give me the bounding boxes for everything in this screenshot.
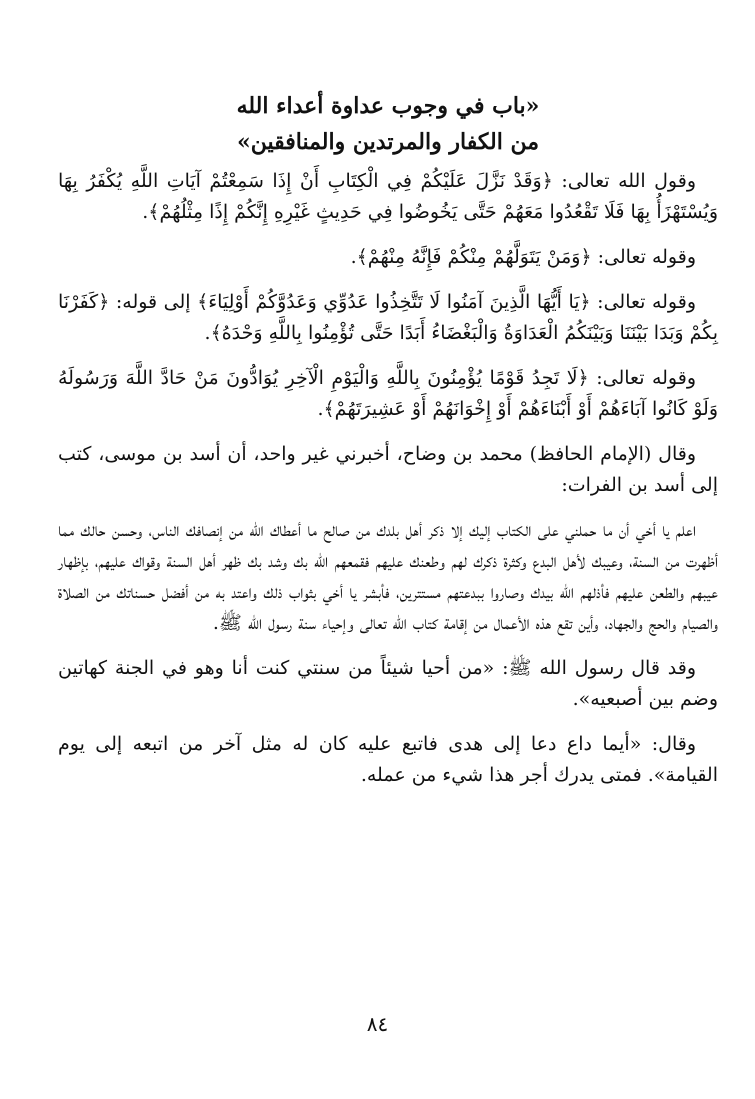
page-number: ٨٤ (366, 1012, 389, 1036)
chapter-title (58, 88, 718, 160)
paragraph-verse-1: وقول الله تعالى: ﴿وَقَدْ نَزَّلَ عَلَيْكُمْ فِي الْكِتَابِ أَنْ إِذَا سَمِعْتُمْ آيَاتِ اللَّهِ يُكْفَرُ بِهَا وَيُسْتَهْزَأُ بِهَا فَلَا تَقْعُدُوا مَعَهُمْ حَتَّى يَخُوضُوا فِي حَدِيثٍ غَيْرِهِ إِنَّكُمْ إِذًا مِثْلُهُمْ﴾. (58, 170, 718, 223)
paragraph-hadith-1: وقد قال رسول الله ﷺ: «من أحيا شيئاً من سنتي كنت أنا وهو في الجنة كهاتين وضم بين أصبعيه». (58, 657, 718, 710)
paragraph-letter: اعلم يا أخي أن ما حملني على الكتاب إليك إلا ذكر أهل بلدك من صالح ما أعطاك الله من إنصافك الناس، وحسن حالك مما أظهرت من السنة، وعيبك لأهل البدع وكثرة ذكرك لهم وطعنك عليهم فقمعهم الله بك وشد بك ظهر أهل السنة وقواك عليهم، بإظهار عيبهم والطعن عليهم فأذلهم الله بيدك وصاروا ببدعتهم مستترين، فأبشر يا أخي بثواب ذلك واعتد به من أفضل حسناتك من الصلاة والصيام والحج والجهاد، وأين تقع هذه الأعمال من إقامة كتاب الله تعالى وإحياء سنة رسول الله ﷺ. (58, 519, 718, 634)
paragraph-narration: وقال (الإمام الحافظ) محمد بن وضاح، أخبرني غير واحد، أن أسد بن موسى، كتب إلى أسد بن الفرات: (58, 443, 718, 496)
paragraph-hadith-2: وقال: «أيما داع دعا إلى هدى فاتبع عليه كان له مثل آخر من اتبعه إلى يوم القيامة». فمتى يدرك أجر هذا شيء من عمله. (58, 733, 718, 786)
paragraph-verse-3: وقوله تعالى: ﴿يَا أَيُّهَا الَّذِينَ آمَنُوا لَا تَتَّخِذُوا عَدُوِّي وَعَدُوَّكُمْ أَوْلِيَاءَ﴾ إلى قوله: ﴿كَفَرْنَا بِكُمْ وَبَدَا بَيْنَنَا وَبَيْنَكُمُ الْعَدَاوَةُ وَالْبَغْضَاءُ أَبَدًا حَتَّى تُؤْمِنُوا بِاللَّهِ وَحْدَهُ﴾. (58, 291, 718, 344)
title-line-1: «باب في وجوب عداوة أعداء الله (236, 93, 540, 119)
paragraph-verse-2: وقوله تعالى: ﴿وَمَنْ يَتَوَلَّهُمْ مِنْكُمْ فَإِنَّهُ مِنْهُمْ﴾. (350, 246, 696, 268)
paragraph-verse-4: وقوله تعالى: ﴿لَا تَجِدُ قَوْمًا يُؤْمِنُونَ بِاللَّهِ وَالْيَوْمِ الْآخِرِ يُوَادُّونَ مَنْ حَادَّ اللَّهَ وَرَسُولَهُ وَلَوْ كَانُوا آبَاءَهُمْ أَوْ أَبْنَاءَهُمْ أَوْ إِخْوَانَهُمْ أَوْ عَشِيرَتَهُمْ﴾. (58, 367, 718, 420)
page-body (58, 88, 718, 805)
title-line-2: من الكفار والمرتدين والمنافقين» (236, 129, 540, 155)
